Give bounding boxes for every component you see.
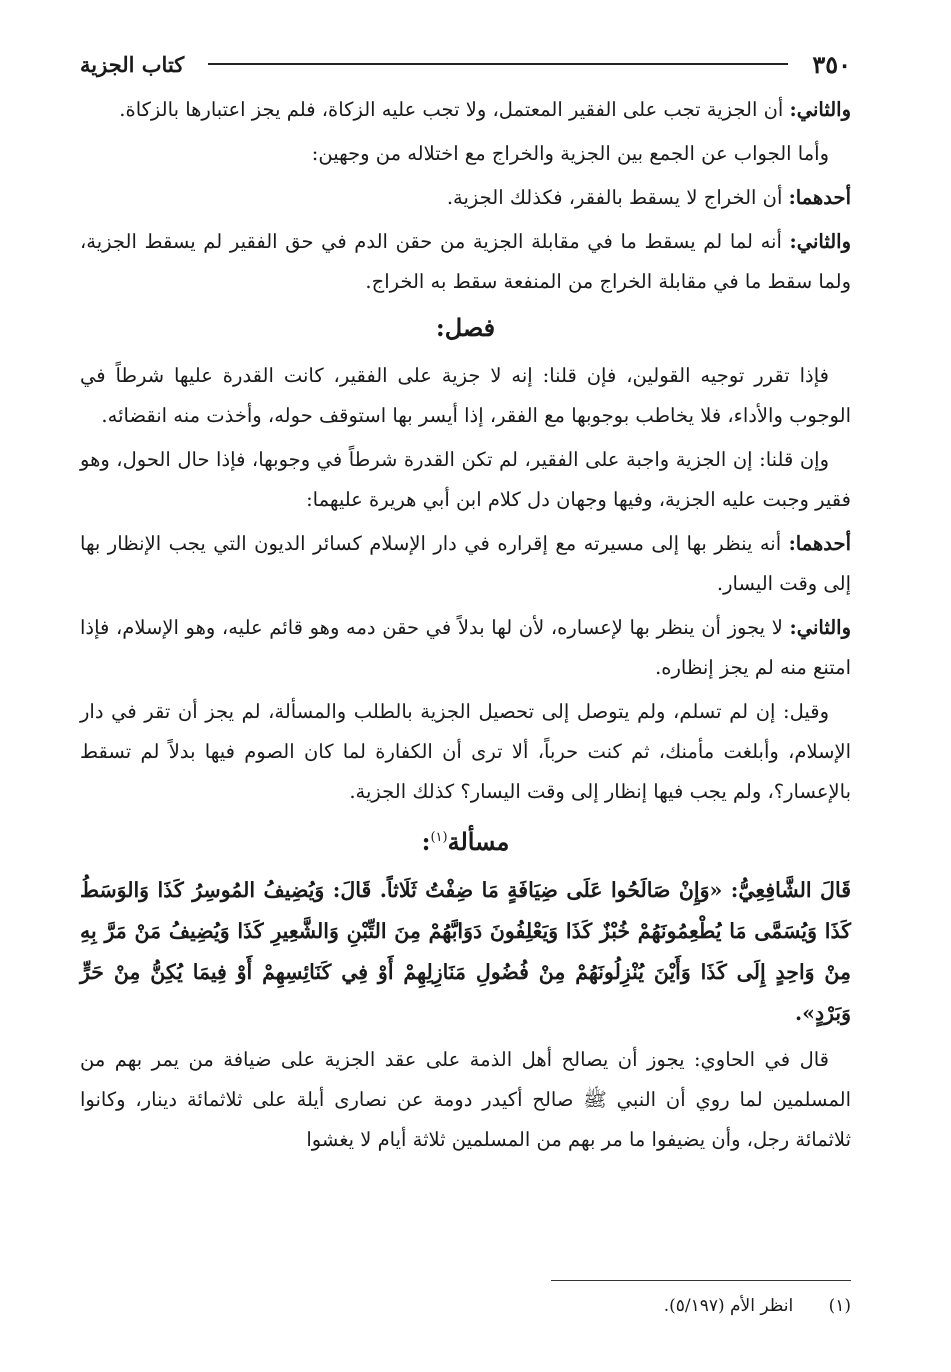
paragraph bbox=[80, 608, 851, 688]
paragraph-text: وأما الجواب عن الجمع بين الجزية والخراج مع اختلاله من وجهين: bbox=[311, 142, 829, 165]
header-rule bbox=[208, 63, 788, 65]
section-heading-text: مسألة bbox=[447, 827, 510, 856]
paragraph-term: أحدهما: bbox=[788, 532, 851, 555]
paragraph bbox=[80, 1040, 851, 1160]
footnote-reference: (١) bbox=[430, 830, 448, 845]
paragraph-text: قال في الحاوي: يجوز أن يصالح أهل الذمة على عقد الجزية على ضيافة من يمر بهم من المسلمين لما روي أن النبي ﷺ صالح أكيدر دومة عن نصارى أيلة على ثلاثمائة دينار، وكانوا ثلاثمائة رجل، وأن يضيفوا ما مر بهم من المسلمين ثلاثة أيام لا يغشوا bbox=[80, 1048, 851, 1151]
footnotes bbox=[80, 1280, 851, 1323]
paragraph-text: وإن قلنا: إن الجزية واجبة على الفقير، لم تكن القدرة شرطاً في وجوبها، فإذا حال الحول، وهو فقير وجبت عليه الجزية، وفيها وجهان دل كلام ابن أبي هريرة عليهما: bbox=[80, 448, 851, 511]
footnote-number: (١) bbox=[828, 1296, 851, 1316]
paragraph-text: أن الخراج لا يسقط بالفقر، فكذلك الجزية. bbox=[446, 186, 789, 209]
paragraph bbox=[80, 178, 851, 218]
section-heading: فصل: bbox=[435, 313, 496, 342]
paragraph-term: والثاني: bbox=[789, 616, 851, 639]
paragraph-term: أحدهما: bbox=[788, 186, 851, 209]
page-number: ٣٥٠ bbox=[812, 49, 851, 79]
footnote-rule bbox=[551, 1280, 851, 1281]
quoted-text: قَالَ الشَّافِعِيُّ: «وَإِنْ صَالَحُوا عَلَى ضِيَافَةٍ مَا ضِفْتُ ثَلَاثاً. قَالَ: وَيُضِيفُ المُوسِرُ كَذَا وَالوَسَطُ كَذَا وَيُسَمَّى مَا يُطْعِمُونَهُمْ خُبْزٌ كَذَا وَيَعْلِفُونَ دَوَابَّهُمْ مِنَ التِّبْنِ وَالشَّعِيرِ كَذَا وَيُضِيفُ مَنْ مَرَّ بِهِ مِنْ وَاحِدٍ إِلَى كَذَا وَأَيْنَ يُنْزِلُونَهُمْ مِنْ فُضُولِ مَنَازِلِهِمْ أَوْ فِي كَنَائِسِهِمْ أَوْ فِيمَا يُكِنُّ مِنْ حَرٍّ وَبَرْدٍ». bbox=[80, 878, 851, 1025]
paragraph bbox=[80, 440, 851, 520]
paragraph-text: وقيل: إن لم تسلم، ولم يتوصل إلى تحصيل الجزية بالطلب والمسألة، لم يجز أن تقر في دار الإسلام، وأبلغت مأمنك، ثم كنت حرباً، ألا ترى أن الكفارة لما كان الصوم فيها بدلاً لم تسقط بالإعسار؟، ولم يجب فيها إنظار إلى وقت اليسار؟ كذلك الجزية. bbox=[80, 700, 851, 803]
page-header bbox=[80, 44, 851, 84]
running-title: كتاب الجزية bbox=[80, 51, 185, 77]
paragraph-term: والثاني: bbox=[789, 230, 851, 253]
paragraph-text: أنه لما لم يسقط ما في مقابلة الجزية من حقن الدم في حق الفقير لم يسقط الجزية، ولما سقط ما في مقابلة الخراج من المنفعة سقط به الخراج. bbox=[80, 230, 851, 293]
paragraph-text: أنه ينظر بها إلى مسيرته مع إقراره في دار الإسلام كسائر الديون التي يجب الإنظار بها إلى وقت اليسار. bbox=[80, 532, 851, 595]
footnote-text: انظر الأم (٥/١٩٧). bbox=[663, 1296, 794, 1316]
paragraph-text: أن الجزية تجب على الفقير المعتمل، ولا تجب عليه الزكاة، فلم يجز اعتبارها بالزكاة. bbox=[119, 98, 790, 121]
footnote bbox=[80, 1289, 851, 1323]
paragraph bbox=[80, 222, 851, 302]
paragraph bbox=[80, 134, 851, 174]
paragraph-text: لا يجوز أن ينظر بها لإعساره، لأن لها بدلاً في حقن دمه وهو قائم عليه، وهو الإسلام، فإذا امتنع منه لم يجز إنظاره. bbox=[80, 616, 851, 679]
paragraph-text: فإذا تقرر توجيه القولين، فإن قلنا: إنه لا جزية على الفقير، كانت القدرة عليها شرطاً في الوجوب والأداء، فلا يخاطب بوجوبها مع الفقر، إذا أيسر بها استوقف حوله، وأخذت منه انقضائه. bbox=[80, 364, 851, 427]
paragraph bbox=[80, 692, 851, 812]
paragraph bbox=[80, 524, 851, 604]
paragraph bbox=[80, 356, 851, 436]
paragraph-term: والثاني: bbox=[789, 98, 851, 121]
section-heading-masala: مسألة$^{(١)}$: bbox=[421, 827, 510, 856]
paragraph bbox=[80, 90, 851, 130]
